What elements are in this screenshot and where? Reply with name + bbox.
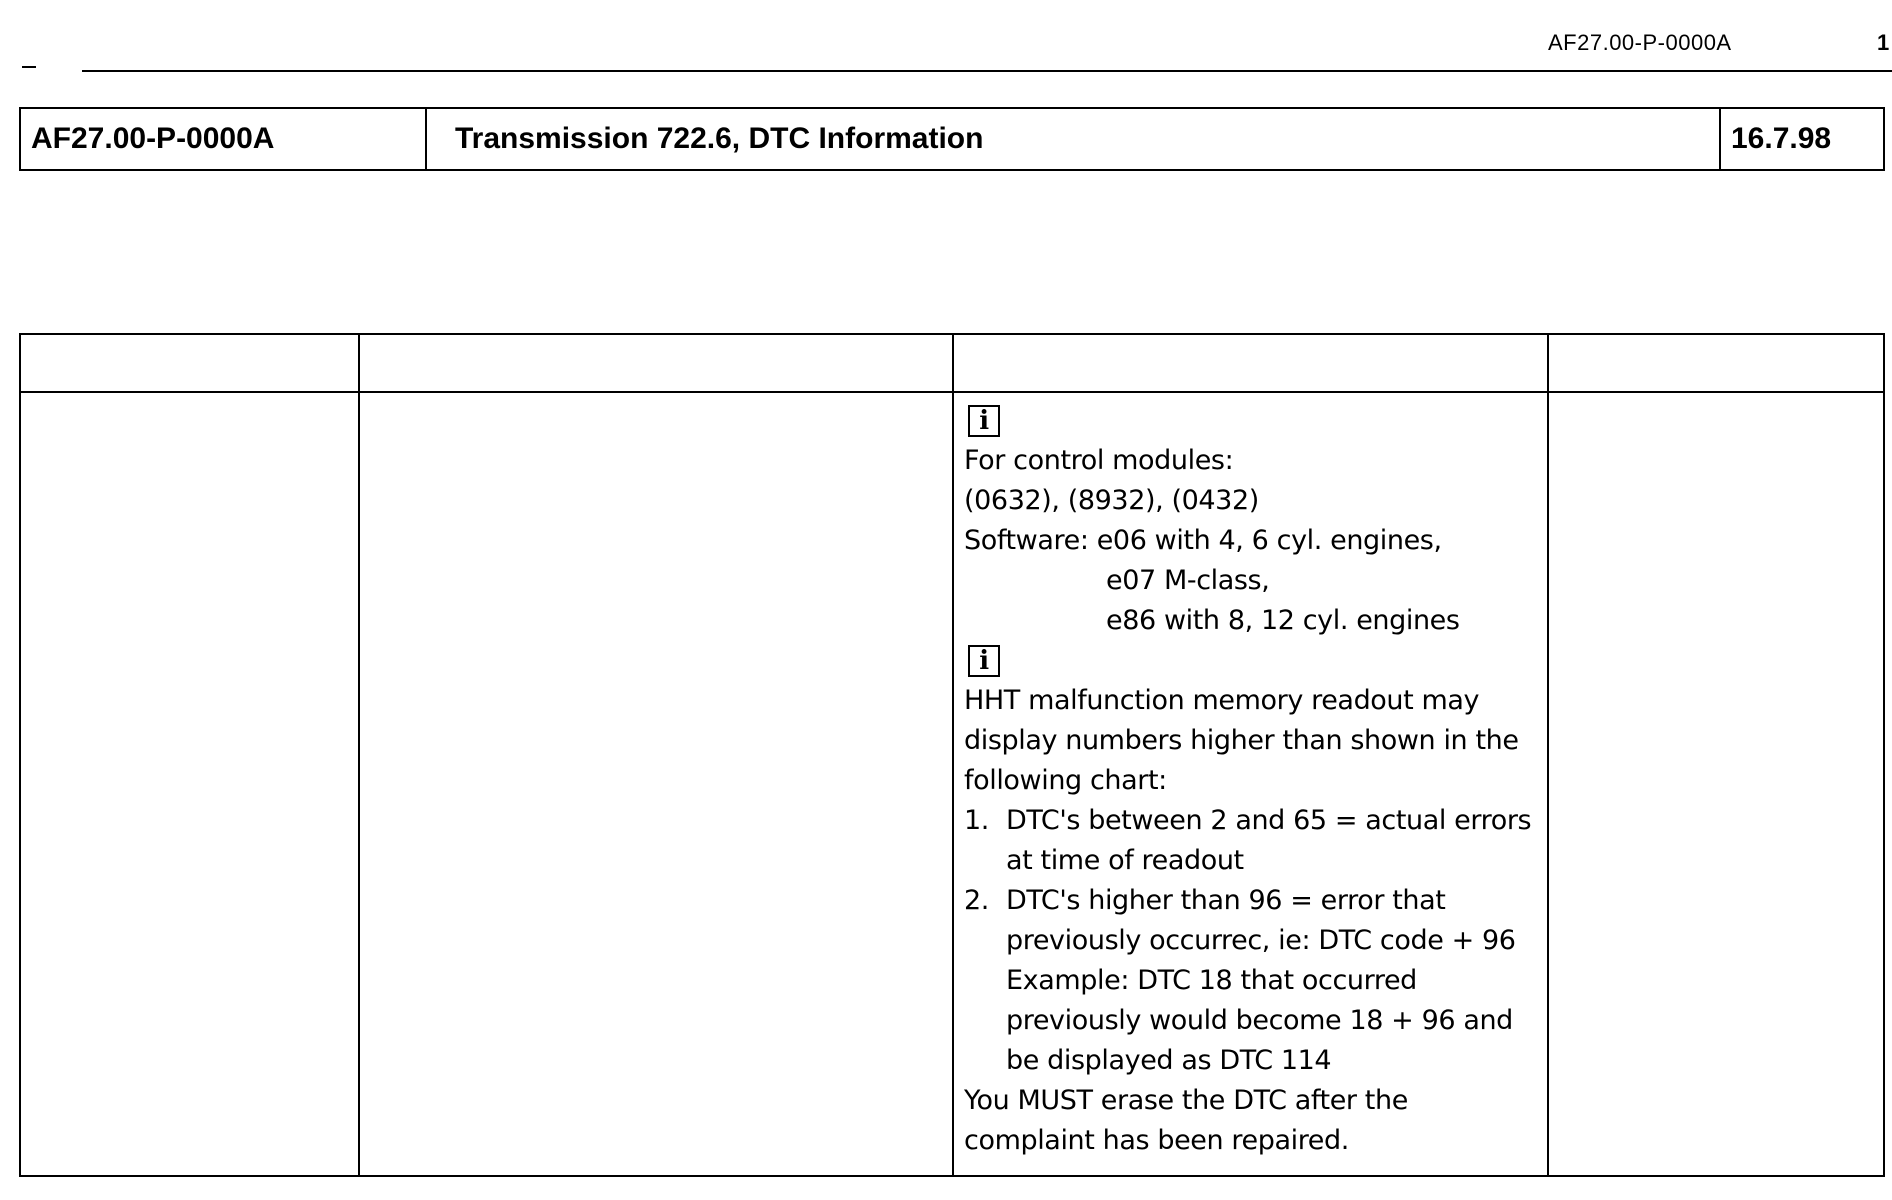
- closing-line: complaint has been repaired.: [964, 1125, 1349, 1156]
- list-number: 1.: [964, 805, 989, 836]
- running-header: [0, 0, 1892, 80]
- note1-line: e86 with 8, 12 cyl. engines: [1106, 605, 1460, 636]
- note2-intro-line: HHT malfunction memory readout may: [964, 685, 1480, 716]
- note1-line: (0632), (8932), (0432): [964, 485, 1259, 516]
- running-header-code: AF27.00-P-0000A: [1548, 30, 1732, 55]
- page-number: 1: [1877, 30, 1890, 55]
- note2-intro-line: display numbers higher than shown in the: [964, 725, 1519, 756]
- header-rule: [82, 70, 1892, 72]
- document-title: Transmission 722.6, DTC Information: [427, 109, 1721, 169]
- list-line: DTC's higher than 96 = error that: [1006, 885, 1446, 916]
- table-cell-notes: [954, 393, 1547, 1175]
- note1-line: For control modules:: [964, 445, 1234, 476]
- list-item: [964, 801, 1547, 881]
- list-number: 2.: [964, 885, 989, 916]
- list-item: [964, 881, 1547, 1081]
- list-body: [1006, 881, 1547, 1081]
- list-line: previously occurrec, ie: DTC code + 96: [1006, 925, 1516, 956]
- header-dash: [22, 66, 36, 68]
- document-code: AF27.00-P-0000A: [21, 109, 427, 169]
- note1-line: Software: e06 with 4, 6 cyl. engines,: [964, 525, 1442, 556]
- table-cell-2: [360, 393, 952, 1175]
- list-body: [1006, 801, 1547, 881]
- info-icon: i: [968, 405, 1000, 437]
- note1-line: e07 M-class,: [1106, 565, 1270, 596]
- title-box: [19, 107, 1885, 171]
- note2-intro-line: following chart:: [964, 765, 1167, 796]
- list-line: previously would become 18 + 96 and: [1006, 1005, 1513, 1036]
- list-line: Example: DTC 18 that occurred: [1006, 965, 1417, 996]
- main-table: [19, 333, 1885, 1177]
- table-cell-1: [21, 393, 358, 1175]
- info-icon: i: [968, 645, 1000, 677]
- list-line: at time of readout: [1006, 845, 1244, 876]
- closing-line: You MUST erase the DTC after the: [964, 1085, 1408, 1116]
- document-date: 16.7.98: [1731, 122, 1832, 155]
- table-cell-4: [1549, 393, 1883, 1175]
- list-line: be displayed as DTC 114: [1006, 1045, 1332, 1076]
- list-line: DTC's between 2 and 65 = actual errors: [1006, 805, 1532, 836]
